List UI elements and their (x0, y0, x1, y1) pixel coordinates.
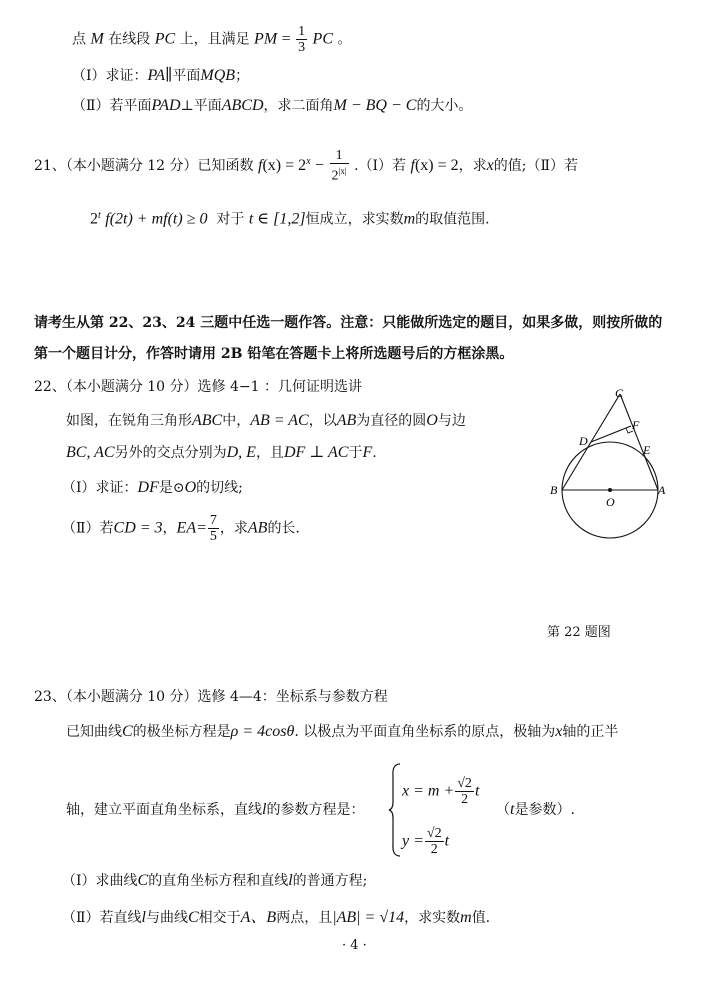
math: O (426, 412, 438, 429)
math: MQB (200, 67, 236, 84)
text: （Ⅱ）若 (62, 520, 114, 537)
math: M (90, 30, 104, 48)
label-e: E (643, 443, 651, 457)
den-sup: |x| (338, 166, 347, 176)
math: M − BQ − C (333, 97, 417, 114)
text: 轴的正半 (562, 724, 619, 740)
math: ABCD (221, 97, 264, 114)
math: D, E (226, 444, 256, 461)
text: 两点，且 (276, 910, 333, 926)
text: 21、（本小题满分 12 分）已知函数 (34, 157, 254, 174)
text: 恒成立，求实数 (305, 211, 404, 228)
math: l (141, 909, 146, 926)
q20-part2 (72, 96, 472, 116)
text: （Ⅱ）若直线 (62, 910, 142, 926)
math: C (187, 909, 199, 926)
numerator: 7 (209, 513, 217, 528)
text: ，求 (219, 520, 248, 537)
math: l (288, 872, 293, 889)
math: f (410, 156, 415, 174)
text: 已知曲线 (66, 724, 122, 740)
q20-condition-line (72, 24, 351, 55)
text: 值. (471, 910, 491, 926)
param-x-eq (402, 776, 479, 807)
text: 的取值范围. (415, 211, 490, 228)
math: (x) = 2 (414, 156, 459, 174)
text: 相交于 (198, 910, 241, 926)
fraction-sqrt2-over-2 (425, 826, 444, 857)
denominator: 3 (298, 40, 306, 55)
math: |AB| = √14 (332, 909, 405, 926)
math: F (362, 444, 373, 461)
q22-line1 (66, 411, 466, 431)
q22-part1 (62, 478, 243, 498)
text: ，求二面角 (263, 98, 334, 114)
math-sup: t (98, 210, 101, 221)
label-c: C (615, 386, 624, 400)
text: ，求 (458, 157, 487, 174)
text: 与曲线 (145, 910, 188, 926)
text: 的普通方程; (292, 873, 368, 889)
math: PA∥ (147, 67, 173, 84)
math: m (460, 909, 472, 926)
selection-note-line2: 第一个题目计分，作答时请用 2B 铅笔在答题卡上将所选题号后的方框涂黑。 (34, 346, 514, 362)
math: AB (336, 412, 357, 429)
q23-line2 (66, 800, 364, 820)
q23-heading: 23、（本小题满分 10 分）选修 4—4：坐标系与参数方程 (34, 689, 388, 705)
text: 上，且满足 (179, 31, 250, 48)
math: t (510, 801, 515, 818)
text: 另外的交点分别为 (114, 445, 227, 461)
text: 的长. (267, 520, 300, 537)
q22-part2 (62, 513, 300, 544)
math: t (444, 832, 450, 850)
text: 平面 (193, 98, 222, 114)
math: ρ = 4cosθ (230, 723, 295, 740)
math: x (486, 156, 494, 174)
math: f (105, 210, 110, 228)
math: DF ⊥ AC (283, 444, 349, 461)
text: 的大小。 (416, 98, 473, 114)
math: x = m + (402, 782, 455, 800)
q23-part2 (62, 908, 490, 928)
brace (388, 762, 402, 858)
text: （Ⅱ）若平面 (72, 98, 152, 114)
text: 平面 (172, 68, 201, 84)
text: . 以极点为平面直角坐标系的原点，极轴为 (294, 724, 556, 740)
text: ， (162, 520, 177, 537)
text: ，且 (255, 445, 284, 461)
math: AB = AC (250, 412, 309, 429)
math: BC, AC (66, 444, 115, 461)
numerator: √2 (457, 776, 472, 791)
math: AB (247, 519, 268, 537)
math: f (257, 156, 263, 174)
denominator: 2 (461, 792, 469, 807)
label-o: O (606, 495, 615, 509)
math: DF (137, 479, 159, 496)
math: l (262, 801, 267, 818)
math: t (474, 782, 480, 800)
text: 于 (348, 445, 363, 461)
text: 。 (337, 31, 352, 48)
text: 中， (222, 413, 251, 429)
q22-geometry-figure (540, 382, 690, 542)
page-number: · 4 · (342, 938, 367, 953)
param-note (496, 800, 575, 820)
text: ； (235, 68, 250, 84)
fraction-sqrt2-over-2 (455, 776, 474, 807)
denominator: 2 (430, 842, 438, 857)
fraction-seven-fifths (208, 513, 219, 544)
math: PAD (151, 97, 181, 114)
param-y-eq (402, 826, 449, 857)
q23-part1 (62, 871, 367, 891)
label-b: B (550, 483, 558, 497)
math: m (403, 210, 416, 228)
q22-heading: 22、（本小题满分 10 分）选修 4−1 ：几何证明选讲 (34, 379, 362, 395)
text: 如图，在锐角三角形 (66, 413, 192, 429)
numerator: √2 (426, 826, 442, 841)
text: 为直径的圆 (356, 413, 427, 429)
text: 在线段 (108, 31, 151, 48)
math: CD = 3 (113, 519, 163, 537)
text: （Ⅰ）求证： (72, 68, 148, 84)
math: EA= (176, 519, 207, 537)
text: （Ⅰ）求曲线 (62, 873, 138, 889)
label-a: A (658, 483, 666, 497)
text: 与边 (437, 413, 466, 429)
center-point (608, 488, 612, 492)
math: y = (402, 832, 424, 850)
segment-df (591, 426, 631, 442)
q22-line2 (66, 443, 377, 463)
text: .（Ⅰ）若 (354, 157, 407, 174)
text: 的值;（Ⅱ）若 (493, 157, 578, 174)
text: ，以 (308, 413, 337, 429)
math: 2 (90, 210, 98, 228)
text: （Ⅰ）求证： (62, 480, 138, 496)
math: − (315, 156, 325, 174)
math: (x) = 2 (262, 156, 307, 174)
text: ，求实数 (404, 910, 461, 926)
math: = (281, 30, 291, 48)
q23-line1 (66, 722, 618, 742)
math: O (184, 479, 197, 496)
math: PM (254, 30, 278, 48)
brace-path (389, 764, 400, 856)
text: 轴，建立平面直角坐标系，直线 (66, 802, 262, 818)
q20-part1 (72, 66, 249, 86)
text: 的极坐标方程是 (132, 724, 231, 740)
label-f: F (632, 418, 640, 432)
selection-note-line1: 请考生从第 22、23、24 三题中任选一题作答。注意：只能做所选定的题目，如果多做，则按所做的 (34, 315, 663, 331)
denominator: 5 (209, 529, 217, 544)
label-d: D (579, 434, 588, 448)
segment-ac (620, 394, 658, 490)
figure-caption: 第 22 题图 (547, 625, 611, 640)
text: 点 (72, 31, 86, 48)
math: C (137, 872, 149, 889)
text: 的直角坐标方程和直线 (148, 873, 289, 889)
q21-line1 (34, 148, 578, 184)
text: 的参数方程是： (266, 802, 365, 818)
fraction-one-third (296, 24, 307, 55)
math: (2t) + mf(t) ≥ 0 (109, 210, 208, 228)
q21-line2 (90, 206, 490, 230)
text: （ (496, 802, 510, 818)
numerator: 1 (298, 24, 306, 39)
fraction-q21 (330, 148, 349, 184)
math: x (555, 723, 563, 740)
text: . (372, 445, 377, 461)
text: 是⊙ (158, 480, 185, 496)
text: 对于 (216, 211, 245, 228)
math: ABC (192, 412, 223, 429)
den-base: 2 (331, 168, 339, 184)
math: A、B (240, 909, 277, 926)
math: PC (312, 30, 333, 48)
numerator: 1 (330, 148, 349, 164)
math: C (122, 723, 133, 740)
math: t ∈ [1,2] (248, 210, 306, 228)
text: 的切线; (196, 480, 243, 496)
math: ⊥ (180, 98, 194, 114)
math-sup: x (306, 156, 311, 168)
math: PC (154, 30, 176, 48)
text: 是参数）. (514, 802, 575, 818)
denominator (330, 164, 349, 184)
